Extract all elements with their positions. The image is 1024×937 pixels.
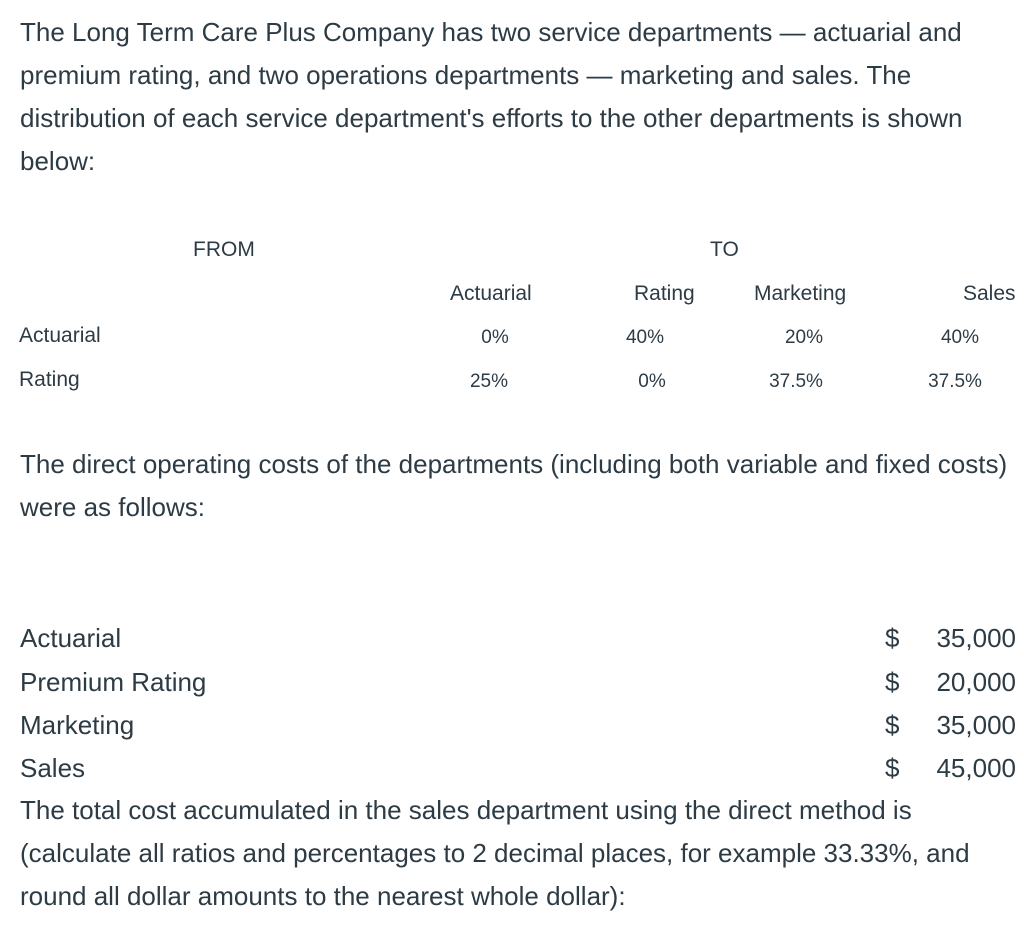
row-label-rating: Rating [19, 368, 80, 391]
cost-label-actuarial: Actuarial [20, 623, 122, 653]
to-header: TO [710, 238, 739, 261]
cost-amount-actuarial: 35,000 [936, 623, 1016, 653]
cell-rating-sales: 37.5% [928, 371, 982, 392]
cost-currency: $ [885, 710, 900, 740]
column-header-actuarial: Actuarial [450, 282, 532, 305]
costs-intro-paragraph: The direct operating costs of the departments (including both variable and fixed costs) were as follows: [20, 449, 1008, 522]
cost-currency: $ [885, 667, 900, 697]
cost-label-sales: Sales [20, 753, 86, 783]
from-header: FROM [193, 238, 255, 261]
cost-amount-sales: 45,000 [936, 753, 1016, 783]
column-header-sales: Sales [963, 282, 1016, 305]
cost-label-premium-rating: Premium Rating [20, 667, 207, 697]
cost-amount-marketing: 35,000 [936, 710, 1016, 740]
cost-currency: $ [885, 623, 900, 653]
cost-label-marketing: Marketing [20, 710, 135, 740]
cell-actuarial-sales: 40% [940, 327, 980, 348]
intro-paragraph: The Long Term Care Plus Company has two service departments — actuarial and premium rating, and two operations departments — marketing and sales. The distribution of each service department's efforts to the other departments is shown below: [20, 17, 963, 176]
cost-amount-premium-rating: 20,000 [936, 667, 1016, 697]
column-header-rating: Rating [634, 282, 695, 305]
cell-actuarial-actuarial: 0% [481, 327, 509, 348]
cell-rating-actuarial: 25% [469, 371, 509, 392]
cell-actuarial-marketing: 20% [784, 327, 824, 348]
cell-rating-rating: 0% [638, 371, 666, 392]
cell-rating-marketing: 37.5% [769, 371, 823, 392]
column-header-marketing: Marketing [754, 282, 847, 305]
cost-currency: $ [885, 753, 900, 783]
row-label-actuarial: Actuarial [19, 324, 101, 347]
question-paragraph: The total cost accumulated in the sales department using the direct method is (calculate all ratios and percentages to 2 decimal places, for example 33.33%, and round all dollar amounts to the nearest whole dollar): [20, 795, 970, 911]
cell-actuarial-rating: 40% [625, 327, 665, 348]
